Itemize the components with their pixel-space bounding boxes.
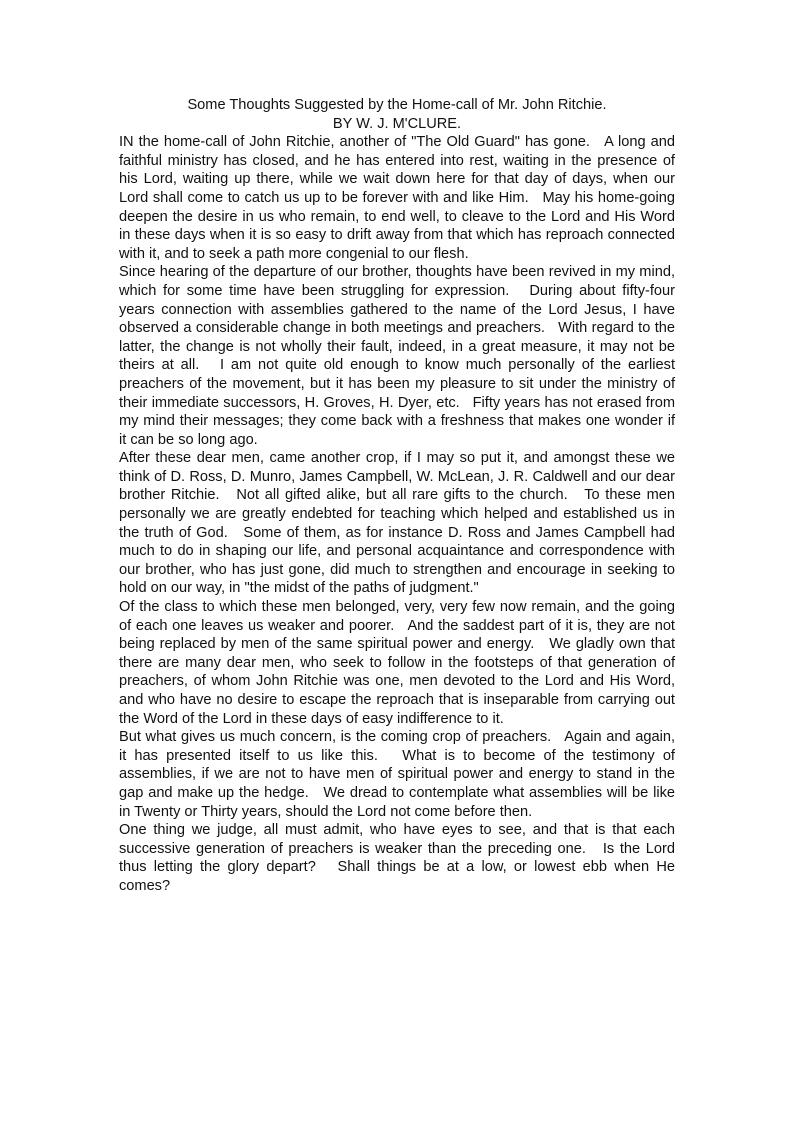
paragraph-2: Since hearing of the departure of our brother, thoughts have been revived in my mind, which for some time have been struggling for expression. During about fifty-four years connection with assemblies gathered to the name of the Lord Jesus, I have observed a considerable change in both meetings and preachers. With regard to the latter, the change is not wholly their fault, indeed, in a great measure, it may not be theirs at all. I am not quite old enough to know much personally of the earliest preachers of the movement, but it has been my pleasure to sit under the ministry of their immediate successors, H. Groves, H. Dyer, etc. Fifty years has not erased from my mind their messages; they come back with a freshness that makes one wonder if it can be so long ago.: [119, 264, 675, 448]
article: [119, 96, 675, 896]
paragraph-6: One thing we judge, all must admit, who have eyes to see, and that is that each successive generation of preachers is weaker than the preceding one. Is the Lord thus letting the glory depart? Shall things be at a low, or lowest ebb when He comes?: [119, 822, 675, 894]
paragraph-3: After these dear men, came another crop, if I may so put it, and amongst these we think of D. Ross, D. Munro, James Campbell, W. McLean, J. R. Caldwell and our dear brother Ritchie. Not all gifted alike, but all rare gifts to the church. To these men personally we are greatly endebted for teaching which helped and established us in the truth of God. Some of them, as for instance D. Ross and James Campbell had much to do in shaping our life, and personal acquaintance and correspondence with our brother, who has just gone, did much to strengthen and encourage in seeking to hold on our way, in "the midst of the paths of judgment.": [119, 450, 675, 597]
article-byline: BY W. J. M'CLURE.: [332, 115, 462, 132]
paragraph-5: But what gives us much concern, is the coming crop of preachers. Again and again, it has presented itself to us like this. What is to become of the testimony of assemblies, if we are not to have men of spiritual power and energy to stand in the gap and make up the hedge. We dread to contemplate what assemblies will be like in Twenty or Thirty years, should the Lord not come before then.: [119, 729, 675, 820]
article-title: Some Thoughts Suggested by the Home-call of Mr. John Ritchie.: [187, 97, 607, 113]
paragraph-4: Of the class to which these men belonged, very, very few now remain, and the going of each one leaves us weaker and poorer. And the saddest part of it is, they are not being replaced by men of the same spiritual power and energy. We gladly own that there are many dear men, who seek to follow in the footsteps of that generation of preachers, of whom John Ritchie was one, men devoted to the Lord and His Word, and who have no desire to escape the reproach that is inseparable from carrying out the Word of the Lord in these days of easy indifference to it.: [119, 599, 675, 727]
paragraph-1: IN the home-call of John Ritchie, another of "The Old Guard" has gone. A long and faithful ministry has closed, and he has entered into rest, waiting in the presence of his Lord, waiting up there, while we wait down here for that day of days, when our Lord shall come to catch us up to be forever with and like Him. May his home-going deepen the desire in us who remain, to end well, to cleave to the Lord and His Word in these days when it is so easy to drift away from that which has reproach connected with it, and to seek a path more congenial to our flesh.: [119, 134, 675, 262]
